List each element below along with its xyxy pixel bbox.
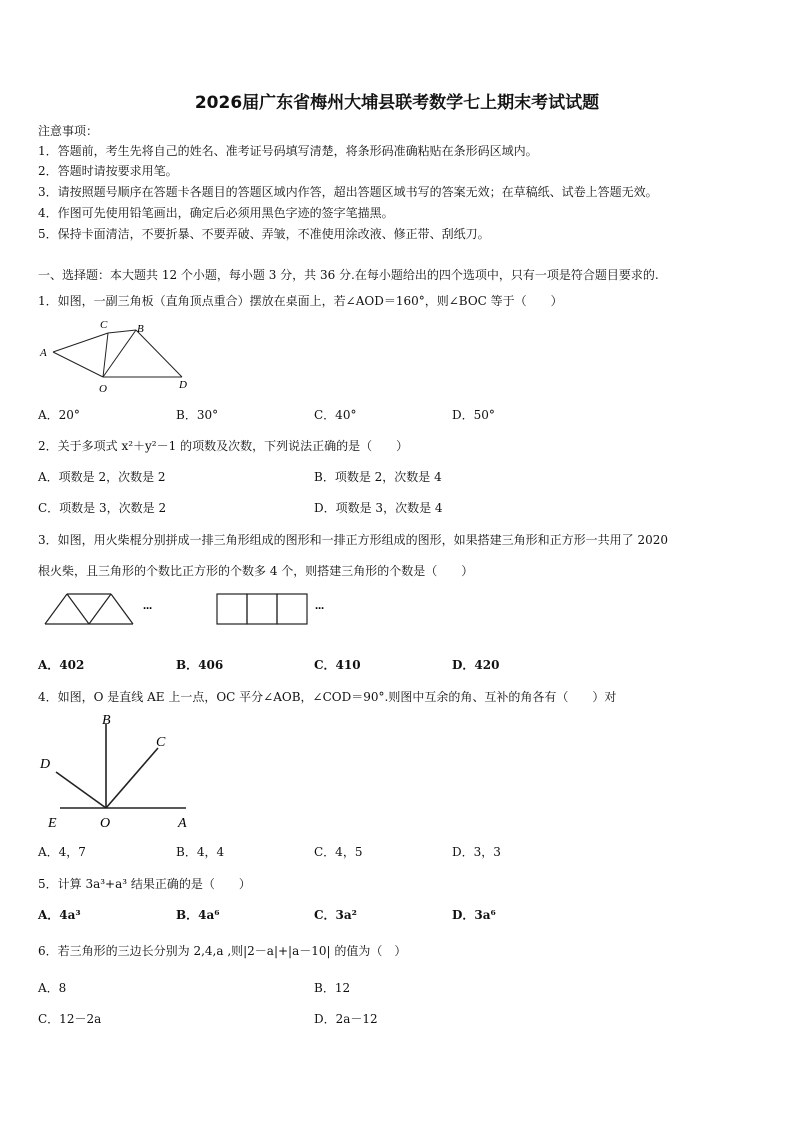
triangle-boards-figure bbox=[36, 316, 196, 396]
ellipsis-triangles: ··· bbox=[143, 601, 152, 615]
question-5-text: 5．计算 3a³+a³ 结果正确的是（ ） bbox=[38, 877, 251, 891]
q4-option-c: C．4，5 bbox=[314, 845, 363, 859]
q3-option-b: B．406 bbox=[176, 658, 224, 672]
q6-option-d: D．2a－12 bbox=[314, 1012, 378, 1026]
q1-option-a: A．20° bbox=[38, 408, 80, 422]
label-b: B bbox=[102, 713, 111, 728]
label-e: E bbox=[48, 816, 57, 831]
ellipsis-squares: ··· bbox=[315, 601, 324, 615]
q1-option-b: B．30° bbox=[176, 408, 219, 422]
note-item: 5．保持卡面清洁，不要折暴、不要弄破、弄皱，不准使用涂改液、修正带、刮纸刀。 bbox=[38, 227, 490, 241]
q2-option-b: B．项数是 2，次数是 4 bbox=[314, 470, 442, 484]
label-o: O bbox=[100, 816, 111, 831]
label-o: O bbox=[99, 383, 107, 395]
q5-option-d: D．3a⁶ bbox=[452, 908, 496, 922]
q4-option-b: B．4，4 bbox=[176, 845, 225, 859]
question-3-text-line1: 3．如图，用火柴棍分别拼成一排三角形组成的图形和一排正方形组成的图形，如果搭建三角形和正方形一共用了 2020 bbox=[38, 533, 668, 547]
q3-option-a: A．402 bbox=[38, 658, 85, 672]
matchstick-figure bbox=[40, 590, 340, 630]
q1-option-d: D．50° bbox=[452, 408, 495, 422]
q2-option-c: C．项数是 3，次数是 2 bbox=[38, 501, 167, 515]
page-title: 2026届广东省梅州大埔县联考数学七上期末考试试题 bbox=[194, 93, 600, 113]
question-3-text-line2: 根火柴，且三角形的个数比正方形的个数多 4 个，则搭建三角形的个数是（ ） bbox=[38, 564, 474, 578]
q5-option-c: C．3a² bbox=[314, 908, 357, 922]
q3-option-d: D．420 bbox=[452, 658, 500, 672]
q4-option-d: D．3，3 bbox=[452, 845, 501, 859]
note-item: 1．答题前，考生先将自己的姓名、准考证号码填写清楚，将条形码准确粘贴在条形码区域内。 bbox=[38, 144, 538, 158]
question-4-text: 4．如图，O 是直线 AE 上一点，OC 平分∠AOB，∠COD＝90°.则图中互余的角、互补的角各有（ ）对 bbox=[38, 690, 617, 704]
note-item: 2．答题时请按要求用笔。 bbox=[38, 164, 178, 178]
q3-option-c: C．410 bbox=[314, 658, 361, 672]
label-d: D bbox=[40, 757, 51, 772]
label-b: B bbox=[137, 323, 144, 335]
label-c: C bbox=[156, 735, 166, 750]
label-d: D bbox=[179, 379, 187, 391]
notes-heading: 注意事项： bbox=[38, 124, 99, 138]
q2-option-d: D．项数是 3，次数是 4 bbox=[314, 501, 443, 515]
note-item: 3．请按照题号顺序在答题卡各题目的答题区域内作答，超出答题区域书写的答案无效；在草稿纸、试卷上答题无效。 bbox=[38, 185, 658, 199]
q5-option-b: B．4a⁶ bbox=[176, 908, 220, 922]
q4-option-a: A．4，7 bbox=[38, 845, 86, 859]
label-a: A bbox=[40, 347, 47, 359]
q5-option-a: A．4a³ bbox=[38, 908, 81, 922]
angles-figure bbox=[36, 710, 206, 834]
q1-option-c: C．40° bbox=[314, 408, 357, 422]
label-c: C bbox=[100, 319, 108, 331]
q6-option-c: C．12－2a bbox=[38, 1012, 102, 1026]
question-2-text: 2．关于多项式 x²＋y²－1 的项数及次数，下列说法正确的是（ ） bbox=[38, 439, 409, 453]
q2-option-a: A．项数是 2，次数是 2 bbox=[38, 470, 166, 484]
label-a: A bbox=[178, 816, 187, 831]
q6-option-b: B．12 bbox=[314, 981, 351, 995]
question-1-text: 1．如图，一副三角板（直角顶点重合）摆放在桌面上，若∠AOD＝160°，则∠BOC 等于（ ） bbox=[38, 294, 563, 308]
note-item: 4．作图可先使用铅笔画出，确定后必须用黑色字迹的签字笔描黑。 bbox=[38, 206, 394, 220]
question-6-text: 6．若三角形的三边长分别为 2,4,a ,则|2－a|+|a－10| 的值为（ ） bbox=[38, 944, 407, 958]
q6-option-a: A．8 bbox=[38, 981, 67, 995]
section-heading: 一、选择题：本大题共 12 个小题，每小题 3 分，共 36 分.在每小题给出的四个选项中，只有一项是符合题目要求的. bbox=[38, 268, 659, 282]
